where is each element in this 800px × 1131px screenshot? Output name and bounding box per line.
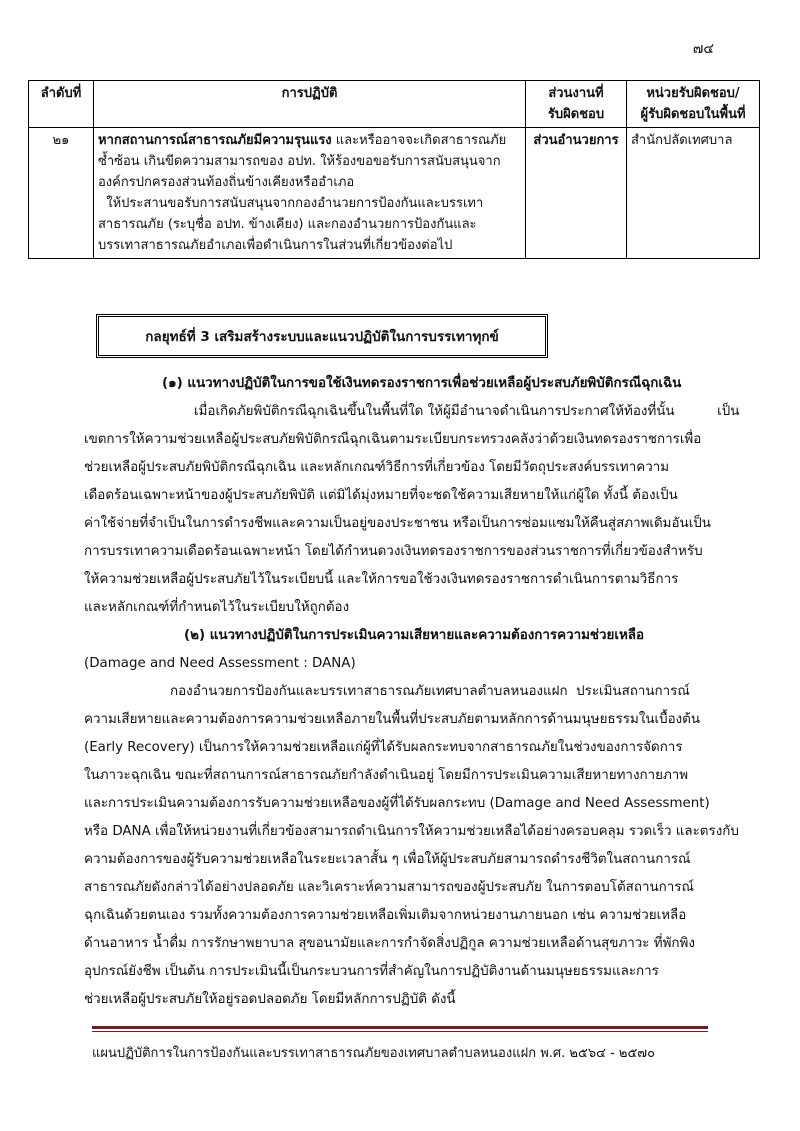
section-2-line: ฉุกเฉินด้วยตนเอง รวมทั้งความต้องการความช่วยเหลือเพิ่มเติมจากหน่วยงานภายนอก เช่น ความช่วยเหลือ xyxy=(84,908,687,923)
section-1-line: เขตการให้ความช่วยเหลือผู้ประสบภัยพิบัติกรณีฉุกเฉินตามระเบียบกระทรวงคลังว่าด้วยเงินทดรองราชการเพื่อ xyxy=(84,432,702,447)
header-unit-line2: รับผิดชอบ xyxy=(547,107,605,122)
table-row xyxy=(29,128,760,259)
footer-rule-thick xyxy=(92,1026,708,1029)
action-plan-table xyxy=(28,80,760,259)
strategy-title: กลยุทธ์ที่ 3 เสริมสร้างระบบและแนวปฏิบัติในการบรรเทาทุกข์ xyxy=(145,329,499,345)
section-1-line: เมื่อเกิดภัยพิบัติกรณีฉุกเฉินขึ้นในพื้นที่ใด ให้ผู้มีอำนาจดำเนินการประกาศให้ท้องที่นั้น เป็น xyxy=(194,404,740,419)
section-1-heading: (๑) แนวทางปฏิบัติในการขอใช้เงินทดรองราชการเพื่อช่วยเหลือผู้ประสบภัยพิบัติกรณีฉุกเฉิน xyxy=(162,376,682,391)
section-2-line: และการประเมินความต้องการรับความช่วยเหลือของผู้ที่ได้รับผลกระทบ (Damage and Need Assessment) xyxy=(84,796,710,811)
section-2-line: หรือ DANA เพื่อให้หน่วยงานที่เกี่ยวข้องสามารถดำเนินการให้ความช่วยเหลือได้อย่างครอบคลุม รวดเร็ว และตรงกับ xyxy=(84,824,739,839)
section-2-line: กองอำนวยการป้องกันและบรรเทาสาธารณภัยเทศบาลตำบลหนองแฝก ประเมินสถานการณ์ xyxy=(170,684,690,699)
section-2-subheading: (Damage and Need Assessment : DANA) xyxy=(84,656,356,671)
section-2-line: ช่วยเหลือผู้ประสบภัยให้อยู่รอดปลอดภัย โดยมีหลักการปฏิบัติ ดังนี้ xyxy=(84,992,456,1007)
header-action: การปฏิบัติ xyxy=(94,81,526,128)
section-2-line: ด้านอาหาร น้ำดื่ม การรักษาพยาบาล สุขอนามัยและการกำจัดสิ่งปฏิกูล ความช่วยเหลือด้านสุขภาวะ ที่พักพิง xyxy=(84,936,695,951)
row-action xyxy=(94,128,526,259)
section-1-line: ให้ความช่วยเหลือผู้ประสบภัยไว้ในระเบียบนี้ และให้การขอใช้วงเงินทดรองราชการดำเนินการตามวิธีการ xyxy=(84,572,679,587)
section-1-line: เดือดร้อนเฉพาะหน้าของผู้ประสบภัยพิบัติ แต่มิได้มุ่งหมายที่จะชดใช้ความเสียหายให้แก่ผู้ใด ทั้งนี้ ต้องเป็น xyxy=(84,488,678,503)
section-2-heading: (๒) แนวทางปฏิบัติในการประเมินความเสียหายและความต้องการความช่วยเหลือ xyxy=(184,628,645,643)
section-2-line: ในภาวะฉุกเฉิน ขณะที่สถานการณ์สาธารณภัยกำลังดำเนินอยู่ โดยมีการประเมินความเสียหายทางกายภาพ xyxy=(84,768,689,783)
action-line-6: บรรเทาสาธารณภัยอำเภอเพื่อดำเนินการในส่วนที่เกี่ยวข้องต่อไป xyxy=(98,238,453,253)
footer-rule-thin xyxy=(92,1031,708,1032)
section-2-line: (Early Recovery) เป็นการให้ความช่วยเหลือแก่ผู้ที่ได้รับผลกระทบจากสาธารณภัยในช่วงของการจัดการ xyxy=(84,740,683,755)
section-1 xyxy=(84,370,740,1014)
action-line-4: ให้ประสานขอรับการสนับสนุนจากกองอำนวยการป้องกันและบรรเทา xyxy=(98,196,484,211)
section-1-line: และหลักเกณฑ์ที่กำหนดไว้ในระเบียบให้ถูกต้อง xyxy=(84,600,350,615)
action-line-5: สาธารณภัย (ระบุชื่อ อปท. ข้างเคียง) และกองอำนวยการป้องกันและ xyxy=(98,217,477,232)
action-line-1 xyxy=(98,130,521,151)
header-unit xyxy=(526,81,627,128)
header-responsible-line2: ผู้รับผิดชอบในพื้นที่ xyxy=(640,107,746,122)
section-1-line: การบรรเทาความเดือดร้อนเฉพาะหน้า โดยได้กำหนดวงเงินทดรองราชการของส่วนราชการที่เกี่ยวข้องสำหรับ xyxy=(84,544,703,559)
section-1-line: ช่วยเหลือผู้ประสบภัยพิบัติกรณีฉุกเฉิน และหลักเกณฑ์วิธีการที่เกี่ยวข้อง โดยมีวัตถุประสงค์บรรเทาความ xyxy=(84,460,670,475)
header-unit-line1: ส่วนงานที่ xyxy=(548,86,604,101)
strategy-title-box xyxy=(96,314,548,358)
section-2-line: สาธารณภัยดังกล่าวได้อย่างปลอดภัย และวิเคราะห์ความสามารถของผู้ประสบภัย ในการตอบโต้สถานการณ์ xyxy=(84,880,694,895)
header-responsible-line1: หน่วยรับผิดชอบ/ xyxy=(646,86,740,101)
table-header-row xyxy=(29,81,760,128)
action-lead: หากสถานการณ์สาธารณภัยมีความรุนแรง xyxy=(98,133,332,148)
section-2-line: ความเสียหายและความต้องการความช่วยเหลือภายในพื้นที่ประสบภัยตามหลักการด้านมนุษยธรรมในเบื้องต้น xyxy=(84,712,701,727)
action-line-1-rest: และหรืออาจจะเกิดสาธารณภัย xyxy=(331,133,507,148)
footer-text: แผนปฏิบัติการในการป้องกันและบรรเทาสาธารณภัยของเทศบาลตำบลหนองแฝก พ.ศ. ๒๕๖๔ - ๒๕๗๐ xyxy=(92,1046,656,1061)
section-2-line: ความต้องการของผู้รับความช่วยเหลือในระยะเวลาสั้น ๆ เพื่อให้ผู้ประสบภัยสามารถดำรงชีวิตในสถานการณ์ xyxy=(84,852,691,867)
row-responsible: สำนักปลัดเทศบาล xyxy=(627,128,760,259)
page-number: ๗๔ xyxy=(692,41,714,57)
action-line-2: ซ้ำซ้อน เกินขีดความสามารถของ อปท. ให้ร้องขอขอรับการสนับสนุนจาก xyxy=(98,154,501,169)
row-unit: ส่วนอำนวยการ xyxy=(526,128,627,259)
section-1-line: ค่าใช้จ่ายที่จำเป็นในการดำรงชีพและความเป็นอยู่ของประชาชน หรือเป็นการซ่อมแซมให้คืนสู่สภาพเดิมอันเป็น xyxy=(84,516,711,531)
section-2-line: อุปกรณ์ยังชีพ เป็นต้น การประเมินนี้เป็นกระบวนการที่สำคัญในการปฏิบัติงานด้านมนุษยธรรมและการ xyxy=(84,964,659,979)
action-line-3: องค์กรปกครองส่วนท้องถิ่นข้างเคียงหรืออำเภอ xyxy=(98,175,355,190)
row-order: ๒๑ xyxy=(29,128,94,259)
header-responsible xyxy=(627,81,760,128)
header-order: ลำดับที่ xyxy=(29,81,94,128)
